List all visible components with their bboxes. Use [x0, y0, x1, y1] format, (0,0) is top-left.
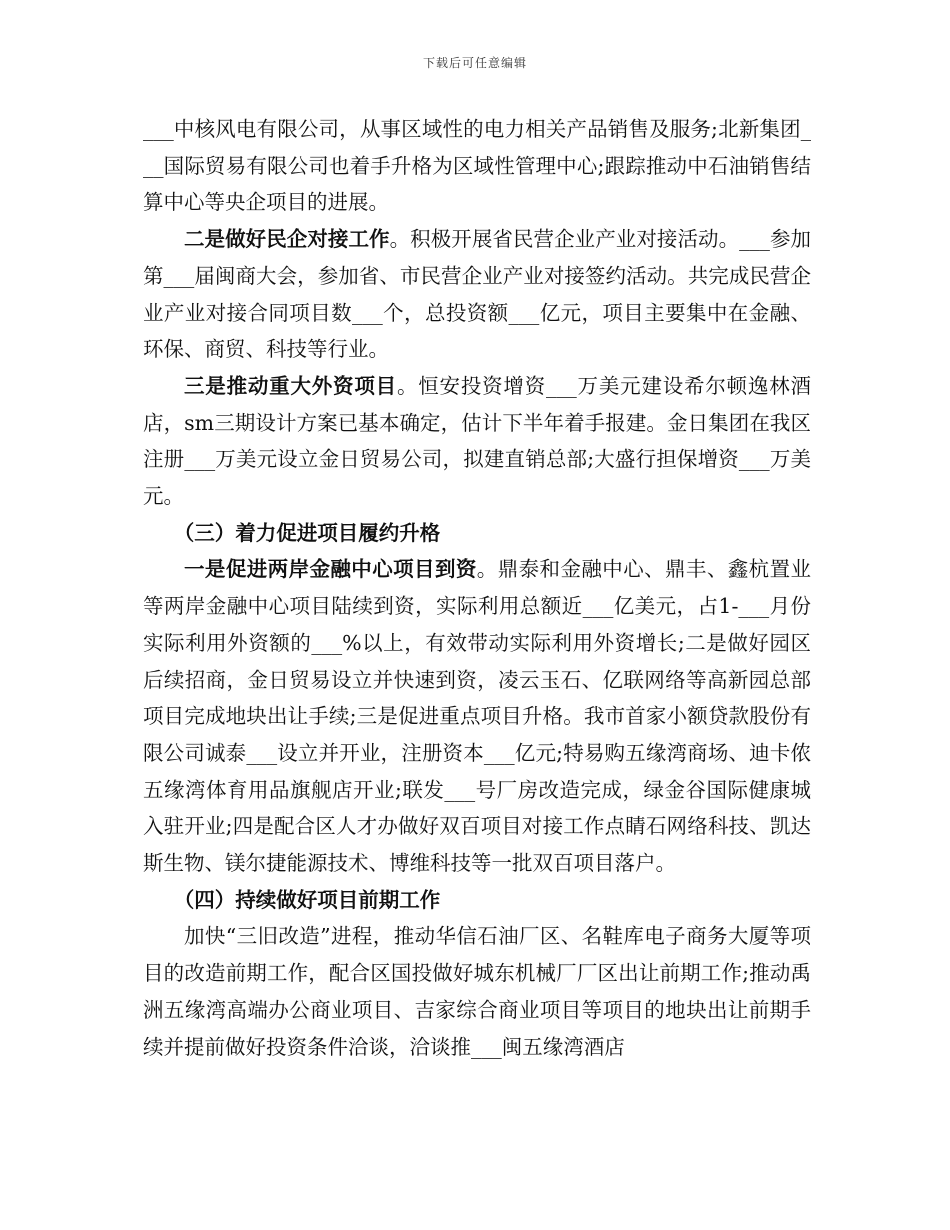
paragraph-text: 。鼎泰和金融中心、鼎丰、鑫杭置业等两岸金融中心项目陆续到资，实际利用总额近___亿美元，占1-___月份实际利用外资额的___%以上，有效带动实际利用外资增长;二是做好园区后续招商，金日贸易设立并快速到资，凌云玉石、亿联网络等高新园总部项目完成地块出让手续;三是促进重点项目升格。我市首家小额贷款股份有限公司诚泰___设立并开业，注册资本___亿元;特易购五缘湾商场、迪卡侬五缘湾体育用品旗舰店开业;联发___号厂房改造完成，绿金谷国际健康城入驻开业;四是配合区人才办做好双百项目对接工作点睛石网络科技、凯达斯生物、镁尔捷能源技术、博维科技等一批双百项目落户。	[143, 557, 812, 876]
paragraph-foreign-investment	[143, 368, 811, 515]
paragraph-private-enterprises	[143, 221, 811, 368]
paragraph-preliminary-work	[143, 918, 811, 1065]
paragraph-text: ___中核风电有限公司，从事区域性的电力相关产品销售及服务;北新集团___国际贸易有限公司也着手升格为区域性管理中心;跟踪推动中石油销售结算中心等央企项目的进展。	[143, 117, 811, 215]
paragraph-financial-center	[143, 551, 811, 881]
paragraph-lead: 二是做好民企对接工作	[184, 227, 390, 252]
paragraph-central-enterprises	[143, 111, 811, 221]
section-heading-3: （三）着力促进项目履约升格	[173, 520, 441, 545]
header-note: 下载后可任意编辑	[422, 56, 527, 70]
paragraph-lead: 一是促进两岸金融中心项目到资	[184, 557, 477, 582]
document-body	[143, 111, 811, 1065]
paragraph-text: 。恒安投资增资___万美元建设希尔顿逸林酒店，sm三期设计方案已基本确定，估计下半年着手报建。金日集团在我区注册___万美元设立金日贸易公司，拟建直销总部;大盛行担保增资___万美元。	[143, 373, 812, 509]
paragraph-lead: 三是推动重大外资项目	[184, 373, 397, 398]
paragraph-text: 。积极开展省民营企业产业对接活动。___参加第___届闽商大会，参加省、市民营企业产业对接签约活动。共完成民营企业产业对接合同项目数___个，总投资额___亿元，项目主要集中在金融、环保、商贸、科技等行业。	[143, 227, 812, 362]
section-heading-4: （四）持续做好项目前期工作	[173, 887, 441, 912]
paragraph-text: 加快“三旧改造”进程，推动华信石油厂区、名鞋库电子商务大厦等项目的改造前期工作，配合区国投做好城东机械厂厂区出让前期工作;推动禹洲五缘湾高端办公商业项目、吉家综合商业项目等项目的地块出让前期手续并提前做好投资条件洽谈，洽谈推___闽五缘湾酒店	[143, 924, 811, 1059]
